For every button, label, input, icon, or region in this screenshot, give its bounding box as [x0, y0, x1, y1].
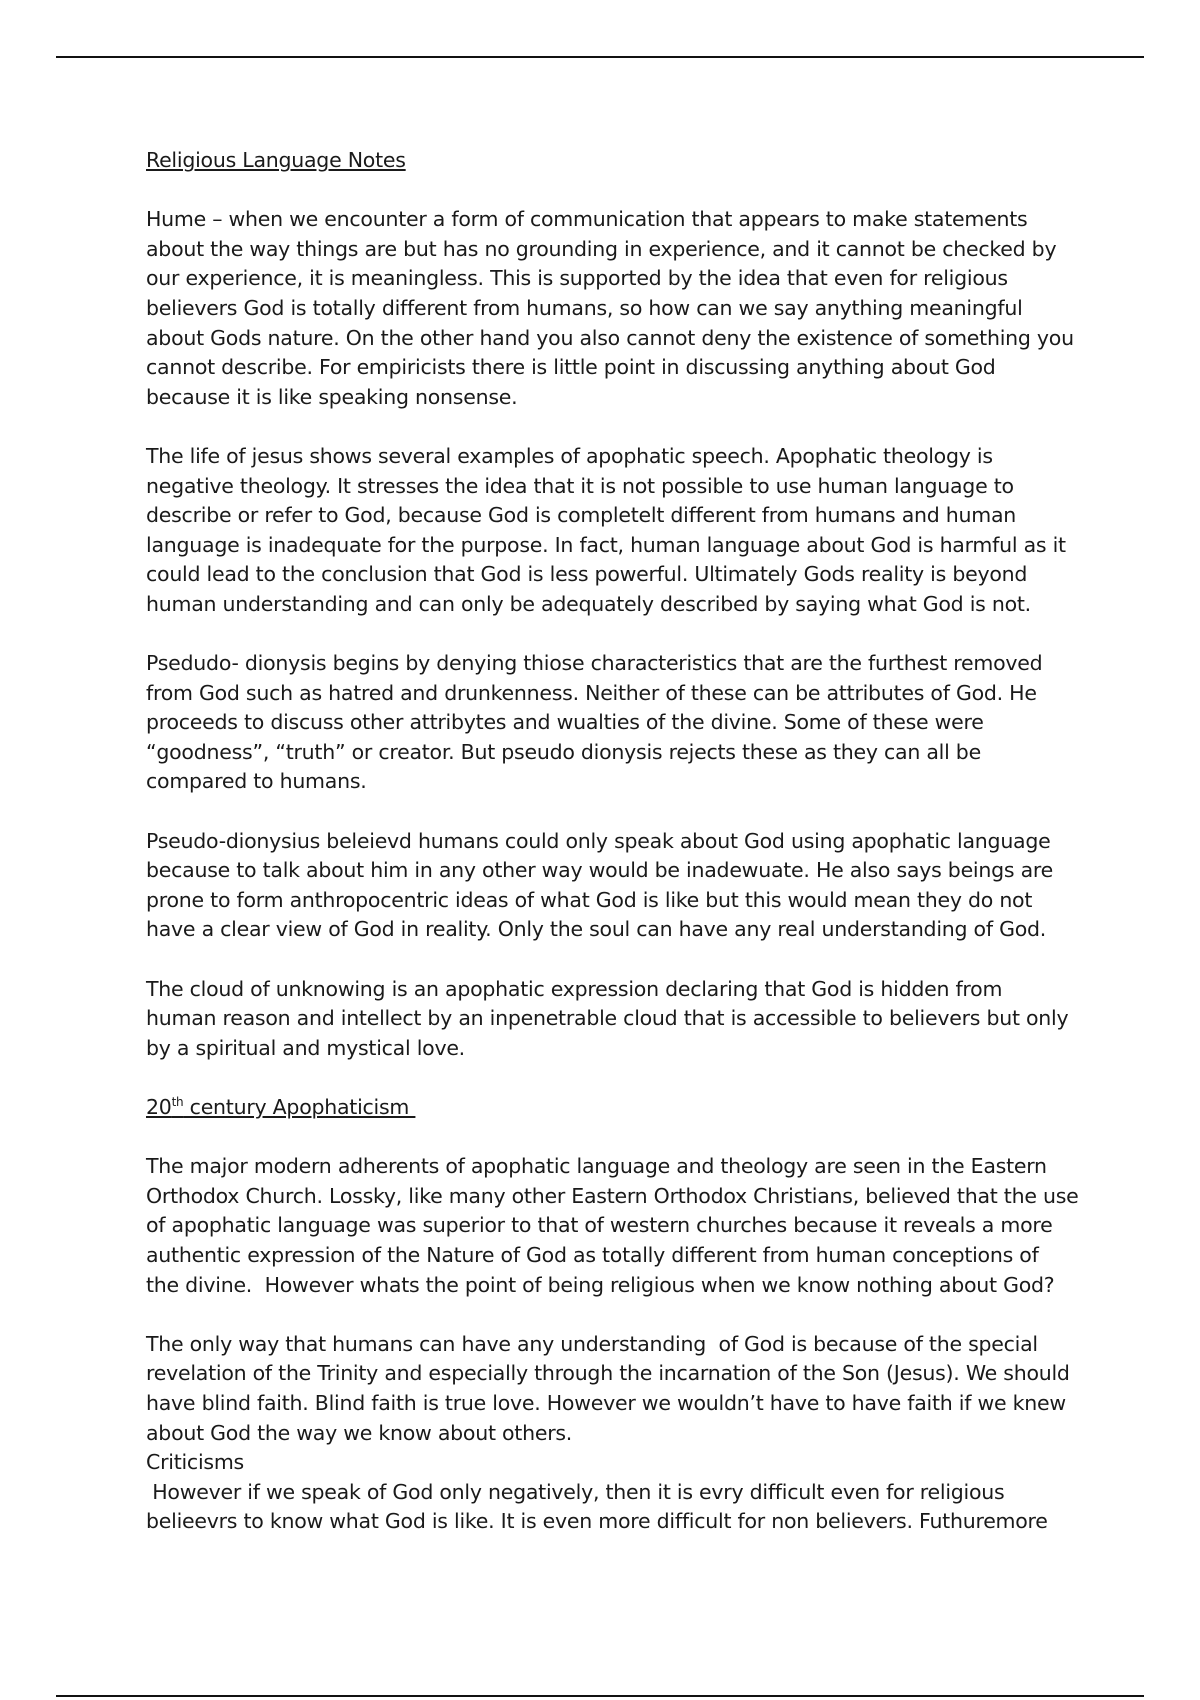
- text-line: prone to form anthropocentric ideas of what God is like but this would mean they do not: [146, 887, 1033, 912]
- text-line: Orthodox Church. Lossky, like many other Eastern Orthodox Christians, believed that the use: [146, 1183, 1079, 1208]
- text-line: have a clear view of God in reality. Only the soul can have any real understanding of God.: [146, 917, 1047, 942]
- section-heading-number: 20: [146, 1095, 172, 1119]
- text-line: negative theology. It stresses the idea that it is not possible to use human language to: [146, 473, 1014, 498]
- text-line: authentic expression of the Nature of God as totally different from human conceptions of: [146, 1242, 1039, 1267]
- text-line: human understanding and can only be adequately described by saying what God is not.: [146, 591, 1031, 616]
- text-line: human reason and intellect by an inpenetrable cloud that is accessible to believers but only: [146, 1006, 1069, 1031]
- text-line: Pseudo-dionysius beleievd humans could only speak about God using apophatic language: [146, 828, 1051, 853]
- text-line: The major modern adherents of apophatic language and theology are seen in the Eastern: [146, 1154, 1047, 1179]
- text-line: The cloud of unknowing is an apophatic expression declaring that God is hidden from: [146, 976, 1003, 1001]
- text-line: about Gods nature. On the other hand you also cannot deny the existence of something you: [146, 325, 1074, 350]
- paragraph-trinity-criticisms: [146, 1330, 1070, 1537]
- text-line: However if we speak of God only negatively, then it is evry difficult even for religious: [146, 1479, 1005, 1504]
- text-line: about God the way we know about others.: [146, 1420, 573, 1445]
- paragraph-hume: [146, 205, 1074, 412]
- text-line: because it is like speaking nonsense.: [146, 384, 518, 409]
- text-line: Psedudo- dionysis begins by denying thiose characteristics that are the furthest removed: [146, 651, 1043, 676]
- header-rule: [56, 56, 1144, 58]
- text-line: The only way that humans can have any understanding of God is because of the special: [146, 1331, 1038, 1356]
- text-line: “goodness”, “truth” or creator. But pseudo dionysis rejects these as they can all be: [146, 739, 981, 764]
- text-line: belieevrs to know what God is like. It is even more difficult for non believers. Futhuremore: [146, 1509, 1048, 1534]
- text-line: because to talk about him in any other way would be inadewuate. He also says beings are: [146, 858, 1053, 883]
- paragraph-jesus: [146, 442, 1066, 620]
- text-line: the divine. However whats the point of being religious when we know nothing about God?: [146, 1272, 1055, 1297]
- paragraph-cloud-of-unknowing: [146, 975, 1069, 1064]
- document-title: Religious Language Notes: [146, 148, 406, 172]
- text-line: language is inadequate for the purpose. In fact, human language about God is harmful as it: [146, 532, 1066, 557]
- paragraph-pseudo-dionysius: [146, 827, 1066, 945]
- text-line: compared to humans.: [146, 769, 367, 794]
- text-line: cannot describe. For empiricists there is little point in discussing anything about God: [146, 355, 996, 380]
- text-line: revelation of the Trinity and especially through the incarnation of the Son (Jesus). We should: [146, 1361, 1070, 1386]
- text-line: proceeds to discuss other attribytes and wualties of the divine. Some of these were: [146, 710, 984, 735]
- section-heading-superscript: th: [171, 1095, 184, 1109]
- text-line: from God such as hatred and drunkenness. Neither of these can be attributes of God. He: [146, 680, 1037, 705]
- text-line: our experience, it is meaningless. This is supported by the idea that even for religious: [146, 266, 1008, 291]
- text-line: about the way things are but has no grounding in experience, and it cannot be checked by: [146, 236, 1057, 261]
- section-heading-text: century Apophaticism: [183, 1095, 416, 1119]
- text-line: describe or refer to God, because God is completelt different from humans and human: [146, 503, 1017, 528]
- footer-rule: [56, 1695, 1144, 1697]
- paragraph-pseudo-dionysis: [146, 649, 1066, 797]
- criticisms-label: Criticisms: [146, 1450, 244, 1475]
- text-line: Hume – when we encounter a form of communication that appears to make statements: [146, 207, 1028, 232]
- section-heading: [146, 1093, 1066, 1123]
- paragraph-lossky: [146, 1152, 1079, 1300]
- text-line: of apophatic language was superior to that of western churches because it reveals a more: [146, 1213, 1053, 1238]
- text-line: could lead to the conclusion that God is less powerful. Ultimately Gods reality is beyond: [146, 562, 1028, 587]
- text-line: by a spiritual and mystical love.: [146, 1035, 465, 1060]
- text-line: believers God is totally different from humans, so how can we say anything meaningful: [146, 295, 1023, 320]
- document-page: [146, 146, 1079, 1537]
- text-line: have blind faith. Blind faith is true love. However we wouldn’t have to have faith if we knew: [146, 1390, 1066, 1415]
- text-line: The life of jesus shows several examples of apophatic speech. Apophatic theology is: [146, 443, 993, 468]
